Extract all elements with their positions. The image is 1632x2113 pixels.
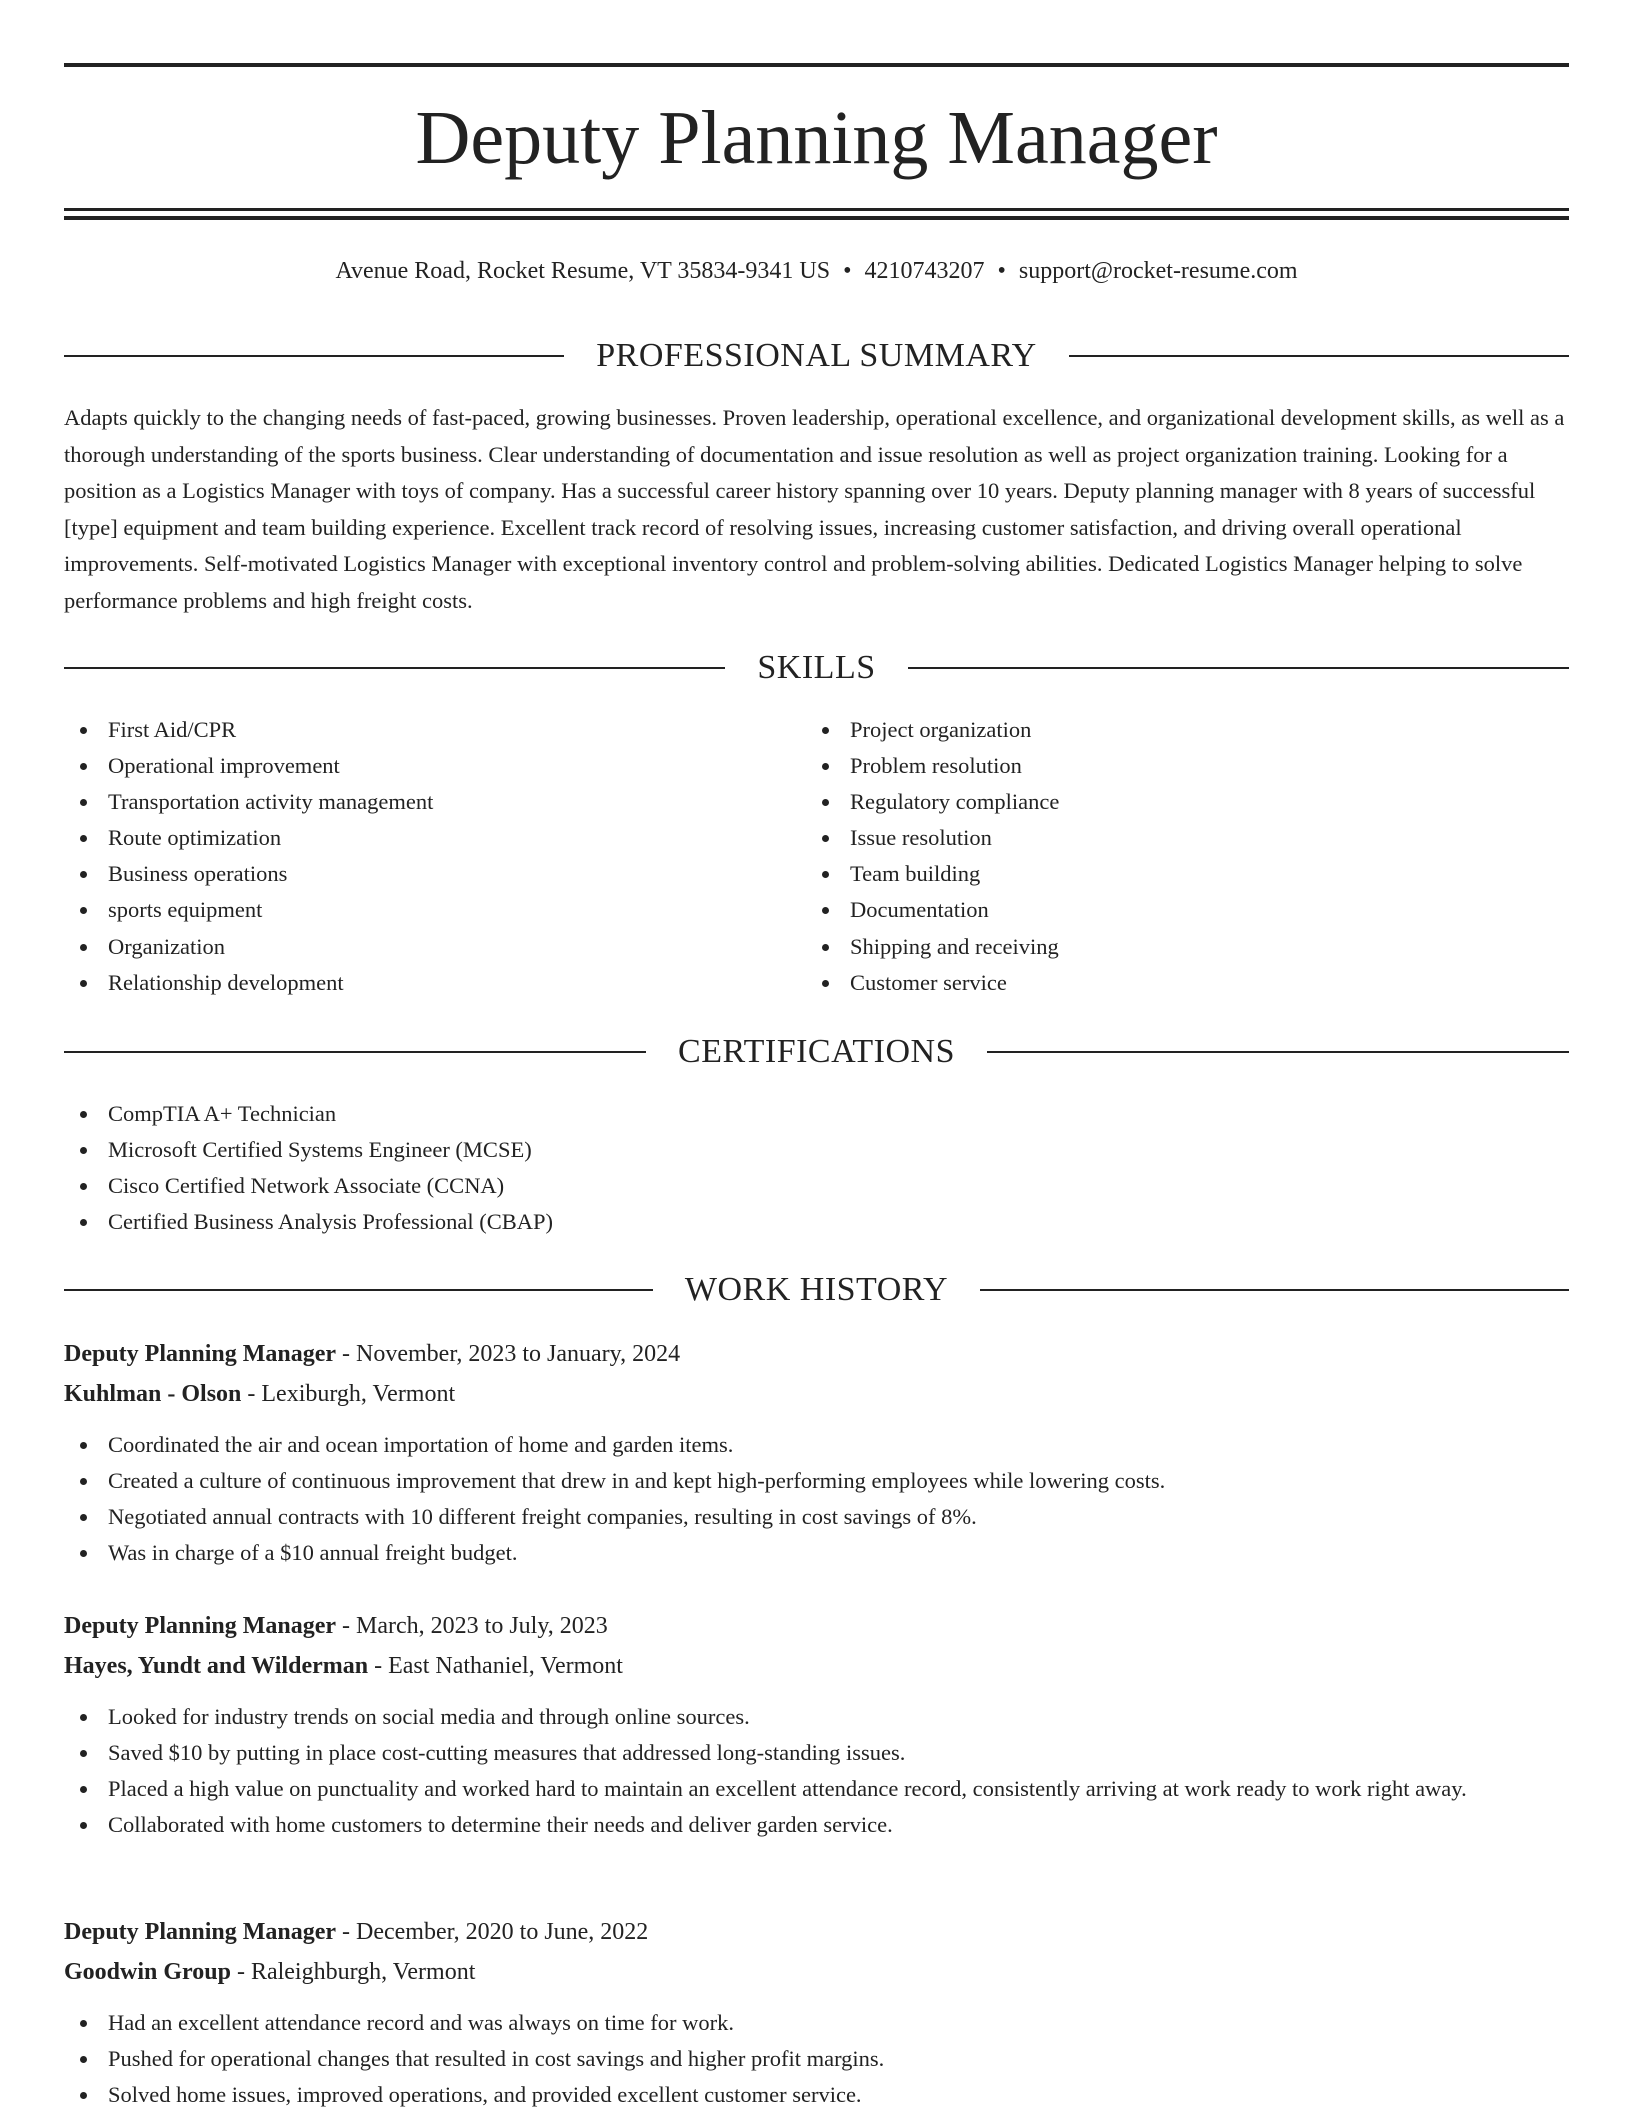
certifications-heading-label: CERTIFICATIONS — [678, 1033, 955, 1070]
contact-separator: • — [843, 258, 852, 284]
skill-item: Documentation — [806, 892, 1506, 928]
job-entry — [64, 1606, 1569, 1843]
job-bullets — [64, 2005, 1569, 2113]
resume-title: Deputy Planning Manager — [415, 96, 1218, 180]
job-bullet: Pushed for operational changes that resulted in cost savings and higher profit margins. — [64, 2041, 1569, 2077]
job-entry — [64, 1334, 1569, 1571]
certifications-heading — [64, 1030, 1569, 1074]
job-title-line — [64, 1334, 1569, 1374]
job-location: - Lexiburgh, Vermont — [241, 1381, 456, 1407]
contact-line — [64, 254, 1569, 288]
heading-rule-left — [64, 355, 564, 357]
top-rule — [64, 63, 1569, 67]
job-bullet: Coordinated the air and ocean importation of home and garden items. — [64, 1427, 1569, 1463]
certification-item: Microsoft Certified Systems Engineer (MCSE) — [64, 1132, 1569, 1168]
skills-heading — [64, 646, 1569, 690]
job-location: - East Nathaniel, Vermont — [368, 1653, 623, 1679]
heading-rule-right — [987, 1051, 1569, 1053]
skill-item: Organization — [64, 929, 764, 965]
job-title: Deputy Planning Manager — [64, 1613, 337, 1639]
job-title: Deputy Planning Manager — [64, 1919, 337, 1945]
job-company: Kuhlman - Olson — [64, 1381, 242, 1407]
certifications-list — [64, 1096, 1569, 1240]
skill-item: Team building — [806, 856, 1506, 892]
skill-item: Operational improvement — [64, 748, 764, 784]
heading-rule-right — [980, 1289, 1569, 1291]
skill-item: Regulatory compliance — [806, 784, 1506, 820]
summary-text: Adapts quickly to the changing needs of fast-paced, growing businesses. Proven leadership, operational excellence, and organizational development skills, as well as a thorough understanding of the sports business. Clear understanding of documentation and issue resolution as well as project organization training. Looking for a position as a Logistics Manager with toys of company. Has a successful career history spanning over 10 years. Deputy planning manager with 8 years of successful [type] equipment and team building experience. Excellent track record of resolving issues, increasing customer satisfaction, and driving overall operational improvements. Self-motivated Logistics Manager with exceptional inventory control and problem-solving abilities. Dedicated Logistics Manager helping to solve performance problems and high freight costs. — [64, 405, 1565, 613]
heading-rule-left — [64, 1289, 653, 1291]
skill-item: Route optimization — [64, 820, 764, 856]
job-bullet: Solved home issues, improved operations, and provided excellent customer service. — [64, 2077, 1569, 2113]
job-company: Goodwin Group — [64, 1959, 231, 1985]
skills-list-left — [64, 712, 764, 1001]
job-dates: - December, 2020 to June, 2022 — [336, 1919, 649, 1945]
job-entry — [64, 1912, 1569, 2113]
job-company: Hayes, Yundt and Wilderman — [64, 1653, 369, 1679]
contact-separator: • — [997, 258, 1006, 284]
job-company-line — [64, 1374, 1569, 1414]
job-bullet: Collaborated with home customers to determine their needs and deliver garden service. — [64, 1807, 1569, 1843]
contact-phone: 4210743207 — [864, 258, 985, 284]
job-company-line — [64, 1952, 1569, 1992]
skill-item: Problem resolution — [806, 748, 1506, 784]
job-bullet: Had an excellent attendance record and was always on time for work. — [64, 2005, 1569, 2041]
skill-item: Relationship development — [64, 965, 764, 1001]
job-dates: - November, 2023 to January, 2024 — [336, 1341, 681, 1367]
job-bullet: Placed a high value on punctuality and worked hard to maintain an excellent attendance record, consistently arriving at work ready to work right away. — [64, 1771, 1569, 1807]
contact-email: support@rocket-resume.com — [1018, 258, 1298, 284]
work-history-heading-label: WORK HISTORY — [684, 1271, 949, 1308]
skill-item: Shipping and receiving — [806, 929, 1506, 965]
job-dates: - March, 2023 to July, 2023 — [336, 1613, 608, 1639]
job-title: Deputy Planning Manager — [64, 1341, 337, 1367]
job-location: - Raleighburgh, Vermont — [230, 1959, 476, 1985]
job-bullets — [64, 1699, 1569, 1843]
certification-item: Cisco Certified Network Associate (CCNA) — [64, 1168, 1569, 1204]
skill-item: Transportation activity management — [64, 784, 764, 820]
heading-rule-right — [908, 667, 1569, 669]
job-bullet: Was in charge of a $10 annual freight budget. — [64, 1535, 1569, 1571]
certification-item: Certified Business Analysis Professional (CBAP) — [64, 1204, 1569, 1240]
job-bullet: Negotiated annual contracts with 10 different freight companies, resulting in cost savings of 8%. — [64, 1499, 1569, 1535]
skill-item: First Aid/CPR — [64, 712, 764, 748]
heading-rule-left — [64, 667, 725, 669]
skills-heading-label: SKILLS — [757, 649, 876, 686]
certification-item: CompTIA A+ Technician — [64, 1096, 1569, 1132]
job-bullets — [64, 1427, 1569, 1571]
skill-item: Project organization — [806, 712, 1506, 748]
summary-heading — [64, 334, 1569, 378]
title-rule-upper — [64, 208, 1569, 211]
job-title-line — [64, 1912, 1569, 1952]
skill-item: Customer service — [806, 965, 1506, 1001]
contact-address: Avenue Road, Rocket Resume, VT 35834-9341 US — [335, 258, 831, 284]
job-title-line — [64, 1606, 1569, 1646]
job-bullet: Saved $10 by putting in place cost-cutting measures that addressed long-standing issues. — [64, 1735, 1569, 1771]
job-company-line — [64, 1646, 1569, 1686]
job-bullet: Looked for industry trends on social media and through online sources. — [64, 1699, 1569, 1735]
heading-rule-left — [64, 1051, 646, 1053]
skill-item: sports equipment — [64, 892, 764, 928]
skill-item: Issue resolution — [806, 820, 1506, 856]
job-bullet: Created a culture of continuous improvement that drew in and kept high-performing employees while lowering costs. — [64, 1463, 1569, 1499]
summary-heading-label: PROFESSIONAL SUMMARY — [596, 337, 1037, 374]
title-rule-lower — [64, 216, 1569, 220]
heading-rule-right — [1069, 355, 1569, 357]
skill-item: Business operations — [64, 856, 764, 892]
skills-list-right — [806, 712, 1506, 1001]
work-history-heading — [64, 1268, 1569, 1312]
